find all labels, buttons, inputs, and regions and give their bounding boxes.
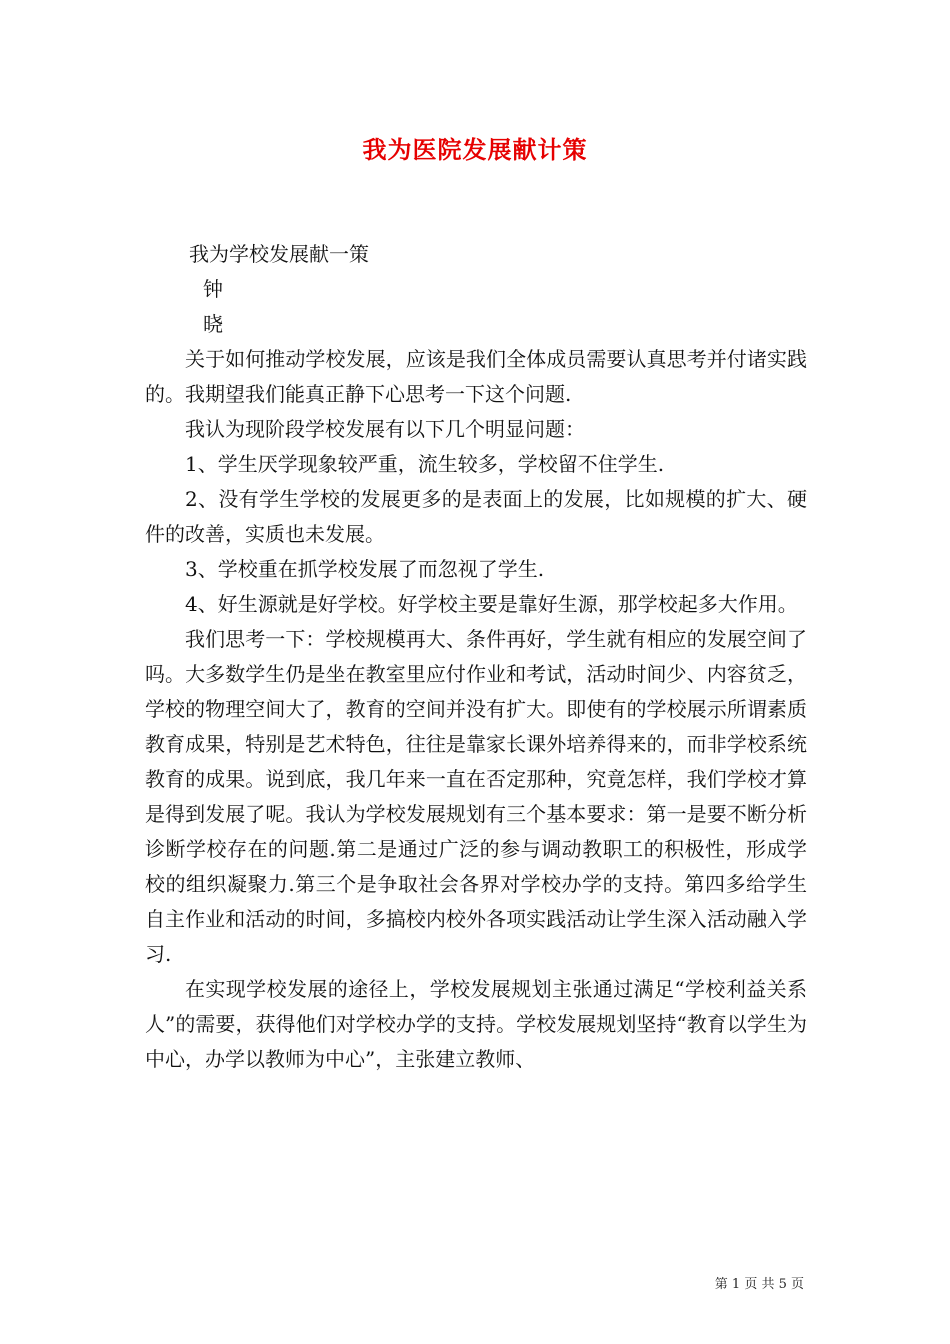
- document-subtitle: 我为学校发展献一策: [189, 242, 369, 266]
- paragraph: 我们思考一下：学校规模再大、条件再好，学生就有相应的发展空间了吗。大多数学生仍是坐在教室里应付作业和考试，活动时间少、内容贫乏，学校的物理空间大了，教育的空间并没有扩大。即使有的学校展示所谓素质教育成果，特别是艺术特色，往往是靠家长课外培养得来的，而非学校系统教育的成果。说到底，我几年来一直在否定那种，究竟怎样，我们学校才算是得到发展了呢。我认为学校发展规划有三个基本要求：第一是要不断分析诊断学校存在的问题.第二是通过广泛的参与调动教职工的积极性，形成学校的组织凝聚力.第三个是争取社会各界对学校办学的支持。第四多给学生自主作业和活动的时间，多搞校内校外各项实践活动让学生深入活动融入学习.: [145, 627, 807, 966]
- paragraph: 2、没有学生学校的发展更多的是表面上的发展，比如规模的扩大、硬件的改善，实质也未发展。: [145, 487, 807, 546]
- document-body: [145, 237, 807, 1077]
- paragraph: 1、学生厌学现象较严重，流生较多，学校留不住学生.: [185, 452, 665, 476]
- paragraph: 我认为现阶段学校发展有以下几个明显问题：: [185, 417, 585, 441]
- author-name-line-1: 钟: [203, 277, 223, 301]
- page-number: 第 1 页 共 5 页: [714, 1277, 804, 1292]
- paragraph: 4、好生源就是好学校。好学校主要是靠好生源，那学校起多大作用。: [185, 592, 798, 616]
- document-title: 我为医院发展献计策: [362, 135, 588, 164]
- paragraph: 关于如何推动学校发展，应该是我们全体成员需要认真思考并付诸实践的。我期望我们能真正静下心思考一下这个问题.: [145, 347, 807, 406]
- author-name-line-2: 晓: [203, 312, 223, 336]
- paragraph: 在实现学校发展的途径上，学校发展规划主张通过满足“学校利益关系人”的需要，获得他们对学校办学的支持。学校发展规划坚持“教育以学生为中心，办学以教师为中心”，主张建立教师、: [145, 977, 807, 1071]
- paragraph: 3、学校重在抓学校发展了而忽视了学生.: [185, 557, 545, 581]
